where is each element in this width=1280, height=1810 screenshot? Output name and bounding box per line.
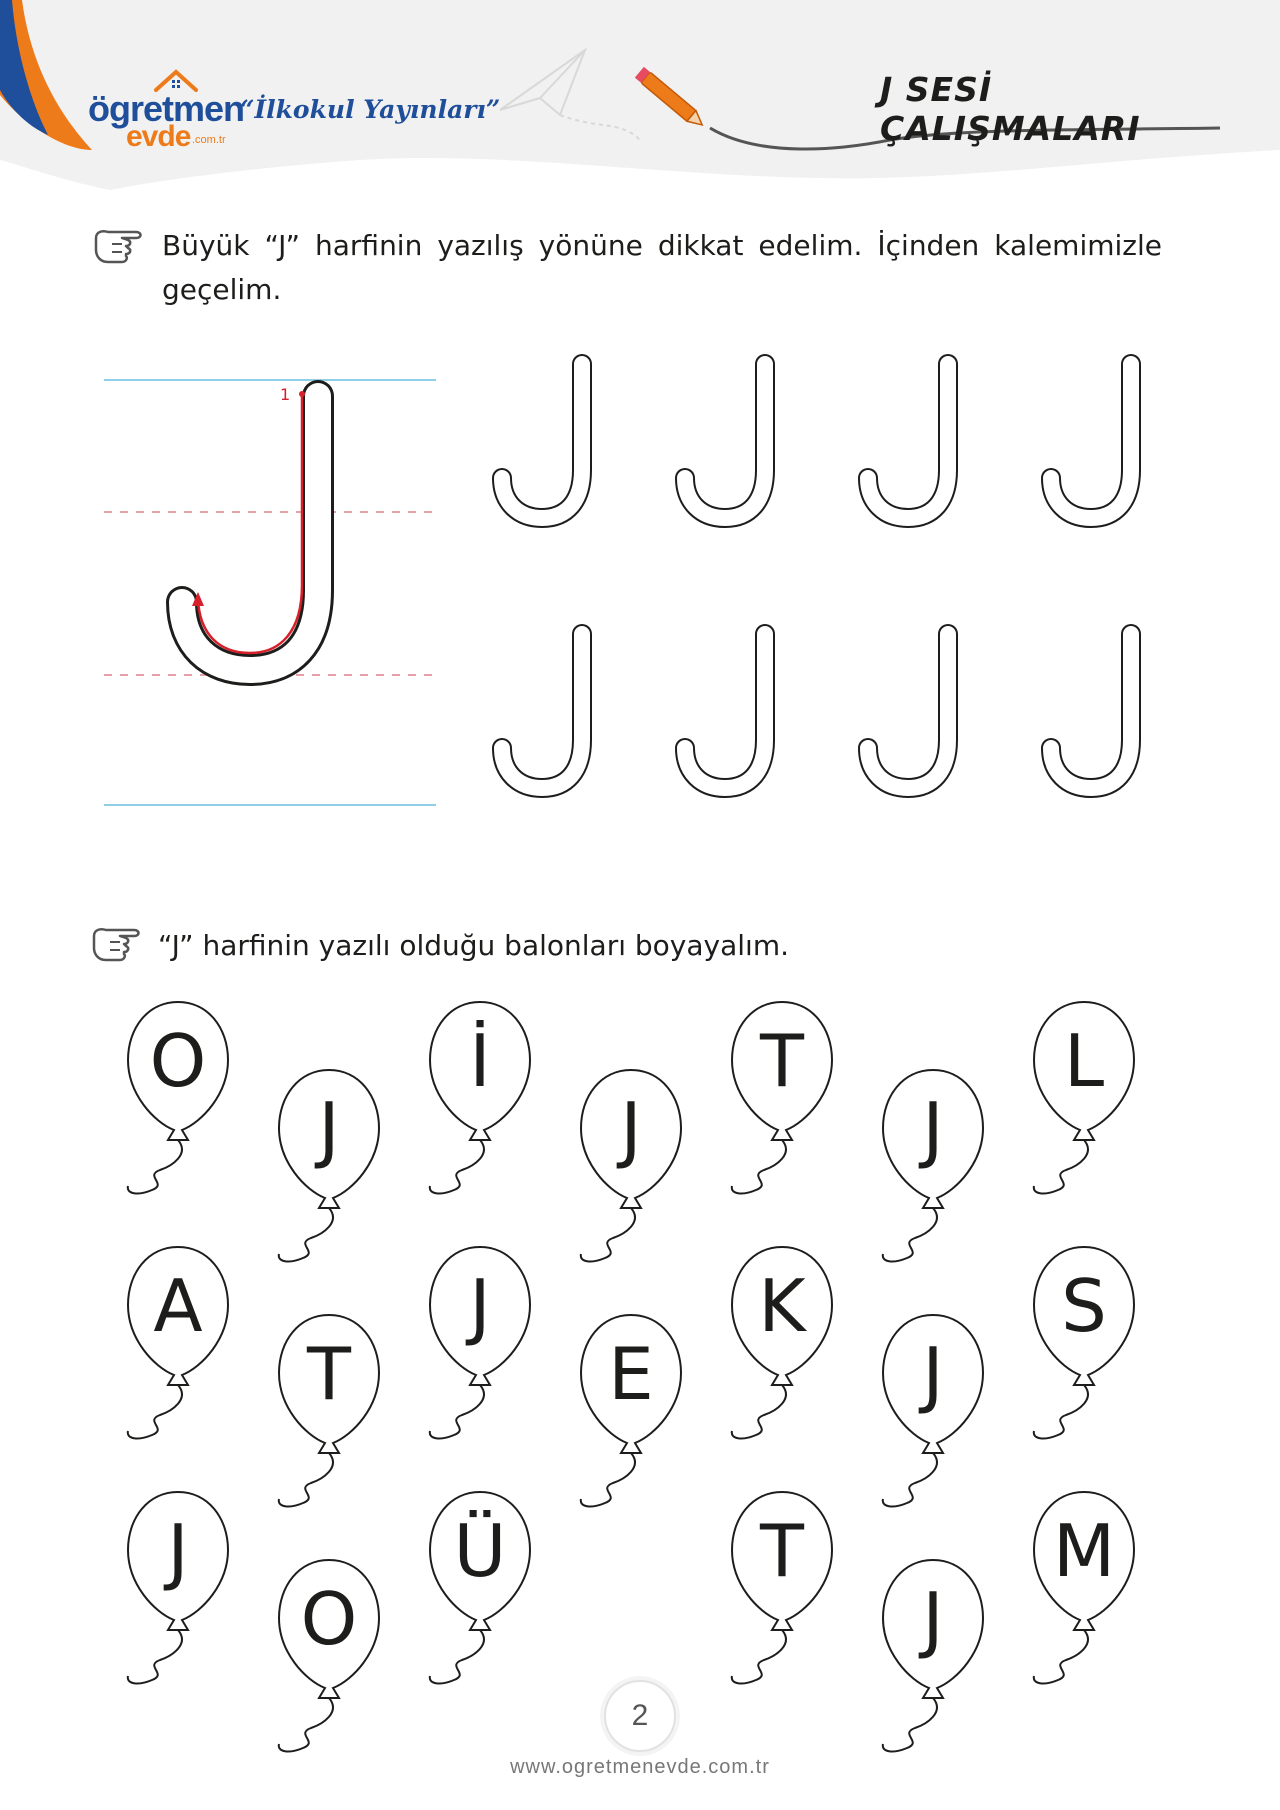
logo-text-evde: evde bbox=[126, 120, 191, 153]
instruction-color-balloons: “J” harfinin yazılı olduğu balonları boyayalım. bbox=[158, 929, 789, 962]
balloon[interactable] bbox=[430, 1002, 530, 1193]
balloon-letter: A bbox=[153, 1264, 203, 1348]
balloon[interactable] bbox=[1034, 1492, 1134, 1683]
publisher-name: “İlkokul Yayınları” bbox=[240, 95, 501, 124]
trace-letter-j[interactable] bbox=[502, 634, 582, 788]
demo-letter-outline bbox=[182, 396, 318, 670]
balloon-string bbox=[1034, 1385, 1088, 1438]
balloon-letter: M bbox=[1052, 1509, 1116, 1593]
balloon[interactable] bbox=[1034, 1247, 1134, 1438]
balloon-letter: J bbox=[167, 1509, 189, 1593]
balloon-string bbox=[430, 1385, 484, 1438]
balloon-string bbox=[732, 1385, 786, 1438]
balloon-string bbox=[883, 1208, 937, 1261]
balloon-letter: J bbox=[620, 1087, 642, 1171]
stroke-direction-arrow bbox=[198, 394, 302, 653]
balloon-letter: K bbox=[758, 1264, 806, 1348]
balloon[interactable] bbox=[883, 1315, 983, 1506]
balloon[interactable] bbox=[581, 1070, 681, 1261]
pointing-hand-icon bbox=[90, 922, 146, 962]
instruction-trace: Büyük “J” harfinin yazılış yönüne dikkat edelim. İçinden kalemimizle geçelim. bbox=[162, 229, 1162, 306]
balloon-letter: Ü bbox=[453, 1509, 507, 1593]
balloon[interactable] bbox=[430, 1492, 530, 1683]
balloon[interactable] bbox=[581, 1315, 681, 1506]
balloon-string bbox=[430, 1140, 484, 1193]
balloon-letter: T bbox=[760, 1019, 804, 1103]
balloon[interactable] bbox=[732, 1247, 832, 1438]
balloon-letter: S bbox=[1061, 1264, 1107, 1348]
balloon-letter: E bbox=[608, 1332, 654, 1416]
balloon-string bbox=[883, 1698, 937, 1751]
logo-text-ogretmen: ögretmen bbox=[88, 88, 245, 129]
balloon-string bbox=[732, 1140, 786, 1193]
balloon-string bbox=[581, 1453, 635, 1506]
page-number: 2 bbox=[604, 1680, 676, 1752]
balloon-string bbox=[128, 1630, 182, 1683]
trace-letter-j[interactable] bbox=[685, 364, 765, 518]
balloon-letter: T bbox=[760, 1509, 804, 1593]
balloon-string bbox=[279, 1453, 333, 1506]
brand-logo bbox=[88, 68, 245, 158]
footer-url: www.ogretmenevde.com.tr bbox=[510, 1756, 770, 1778]
balloon-letter: J bbox=[922, 1087, 944, 1171]
balloon-string bbox=[883, 1453, 937, 1506]
trace-letter-j[interactable] bbox=[502, 364, 582, 518]
balloon-string bbox=[128, 1385, 182, 1438]
balloon-letter: L bbox=[1063, 1019, 1105, 1103]
balloon-letter: J bbox=[922, 1577, 944, 1661]
trace-letter-j[interactable] bbox=[1051, 364, 1131, 518]
balloon[interactable] bbox=[128, 1492, 228, 1683]
logo-text-domain: .com.tr bbox=[192, 134, 226, 146]
balloon-string bbox=[128, 1140, 182, 1193]
balloon-letter: T bbox=[307, 1332, 351, 1416]
balloon[interactable] bbox=[1034, 1002, 1134, 1193]
balloon-string bbox=[1034, 1140, 1088, 1193]
balloon[interactable] bbox=[279, 1560, 379, 1751]
balloon-string bbox=[279, 1208, 333, 1261]
letter-direction-demo bbox=[100, 370, 440, 810]
trace-letter-j[interactable] bbox=[868, 634, 948, 788]
balloon-letter: İ bbox=[469, 1019, 491, 1103]
balloon[interactable] bbox=[883, 1560, 983, 1751]
balloon[interactable] bbox=[128, 1002, 228, 1193]
balloon-letter: O bbox=[300, 1577, 358, 1661]
balloon[interactable] bbox=[430, 1247, 530, 1438]
balloon[interactable] bbox=[279, 1315, 379, 1506]
trace-letter-j[interactable] bbox=[868, 364, 948, 518]
balloon-string bbox=[1034, 1630, 1088, 1683]
balloon-letter: J bbox=[469, 1264, 491, 1348]
pointing-hand-icon bbox=[92, 224, 148, 264]
trace-letter-j[interactable] bbox=[1051, 634, 1131, 788]
balloon-letter: J bbox=[318, 1087, 340, 1171]
balloon-letter: O bbox=[149, 1019, 207, 1103]
balloon[interactable] bbox=[883, 1070, 983, 1261]
balloon[interactable] bbox=[732, 1002, 832, 1193]
balloon-string bbox=[732, 1630, 786, 1683]
trace-letter-j[interactable] bbox=[685, 634, 765, 788]
balloon-string bbox=[430, 1630, 484, 1683]
balloon-string bbox=[581, 1208, 635, 1261]
balloon[interactable] bbox=[732, 1492, 832, 1683]
balloon[interactable] bbox=[128, 1247, 228, 1438]
page-title: J SESİ ÇALIŞMALARI bbox=[880, 70, 1141, 148]
balloon-letter: J bbox=[922, 1332, 944, 1416]
balloon-field bbox=[100, 1000, 1180, 1780]
tracing-letters-grid bbox=[490, 350, 1190, 820]
stroke-number: 1 bbox=[280, 385, 291, 404]
balloon[interactable] bbox=[279, 1070, 379, 1261]
balloon-string bbox=[279, 1698, 333, 1751]
